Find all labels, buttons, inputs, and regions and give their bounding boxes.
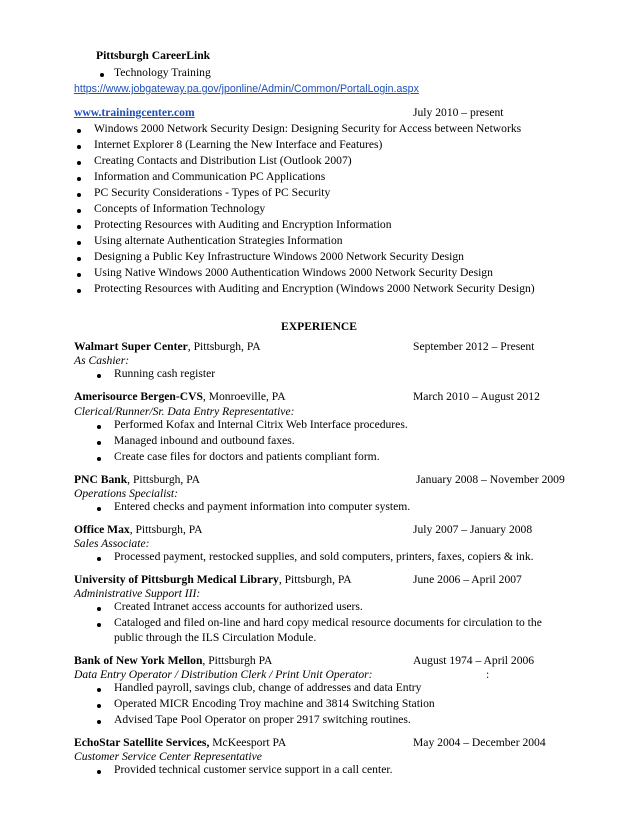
bullet-icon bbox=[97, 623, 101, 627]
careerlink-heading: Pittsburgh CareerLink bbox=[96, 49, 211, 62]
bullet-icon bbox=[77, 161, 81, 165]
job-bullet: Performed Kofax and Internal Citrix Web Interface procedures. bbox=[114, 418, 408, 431]
job-location: , Pittsburgh, PA bbox=[129, 523, 203, 536]
training-item: Protecting Resources with Auditing and Encryption (Windows 2000 Network Security Design) bbox=[94, 282, 535, 295]
job-location: , Pittsburgh, PA bbox=[278, 573, 352, 586]
job-dates: March 2010 – August 2012 bbox=[413, 390, 540, 403]
job-role: As Cashier: bbox=[74, 354, 130, 367]
job-employer: Bank of New York Mellon bbox=[74, 654, 203, 667]
job-employer: PNC Bank bbox=[74, 473, 128, 486]
bullet-icon bbox=[77, 257, 81, 261]
bullet-icon bbox=[97, 507, 101, 511]
job-dates: September 2012 – Present bbox=[413, 340, 535, 353]
bullet-icon bbox=[97, 374, 101, 378]
job-role: Data Entry Operator / Distribution Clerk / Print Unit Operator: bbox=[74, 668, 373, 681]
job-bullet: Running cash register bbox=[114, 367, 216, 380]
bullet-icon bbox=[77, 289, 81, 293]
bullet-icon bbox=[77, 209, 81, 213]
job-role: Customer Service Center Representative bbox=[74, 750, 262, 763]
job-location: , Monroeville, PA bbox=[202, 390, 286, 403]
training-item: Concepts of Information Technology bbox=[94, 202, 266, 215]
training-dates: July 2010 – present bbox=[413, 106, 504, 119]
job-bullet: Advised Tape Pool Operator on proper 2917 switching routines. bbox=[114, 713, 411, 726]
job-header bbox=[74, 473, 200, 487]
job-role-suffix: : bbox=[486, 668, 490, 681]
job-header bbox=[74, 523, 203, 537]
job-bullet: Cataloged and filed on-line and hard copy medical resource documents for circulation to the bbox=[114, 616, 542, 629]
bullet-icon bbox=[97, 557, 101, 561]
training-item: Information and Communication PC Applications bbox=[94, 170, 326, 183]
job-role: Clerical/Runner/Sr. Data Entry Representative: bbox=[74, 405, 295, 418]
bullet-icon bbox=[97, 704, 101, 708]
bullet-icon bbox=[97, 607, 101, 611]
training-item: Designing a Public Key Infrastructure Windows 2000 Network Security Design bbox=[94, 250, 464, 263]
job-employer: University of Pittsburgh Medical Library bbox=[74, 573, 279, 586]
job-role: Operations Specialist: bbox=[74, 487, 179, 500]
job-employer: Office Max bbox=[74, 523, 130, 536]
training-site-link[interactable]: www.trainingcenter.com bbox=[74, 106, 195, 119]
training-item: Protecting Resources with Auditing and Encryption Information bbox=[94, 218, 392, 231]
job-employer: Walmart Super Center bbox=[74, 340, 188, 353]
bullet-icon bbox=[97, 425, 101, 429]
job-dates: July 2007 – January 2008 bbox=[413, 523, 533, 536]
job-bullet: Provided technical customer service support in a call center. bbox=[114, 763, 393, 776]
bullet-icon bbox=[97, 720, 101, 724]
bullet-icon bbox=[97, 770, 101, 774]
training-item: Windows 2000 Network Security Design: Designing Security for Access between Networks bbox=[94, 122, 522, 135]
bullet-icon bbox=[97, 441, 101, 445]
job-employer: EchoStar Satellite Services, bbox=[74, 736, 210, 749]
training-item: PC Security Considerations - Types of PC Security bbox=[94, 186, 331, 199]
job-location: , Pittsburgh, PA bbox=[187, 340, 261, 353]
job-location: McKeesport PA bbox=[209, 736, 287, 749]
bullet-icon bbox=[77, 241, 81, 245]
careerlink-url-link[interactable]: https://www.jobgateway.pa.gov/jponline/Admin/Common/PortalLogin.aspx bbox=[74, 83, 419, 95]
job-bullet: Processed payment, restocked supplies, and sold computers, printers, faxes, copiers & ink. bbox=[114, 550, 534, 563]
bullet-icon bbox=[77, 225, 81, 229]
job-employer: Amerisource Bergen-CVS bbox=[74, 390, 203, 403]
training-item: Internet Explorer 8 (Learning the New Interface and Features) bbox=[94, 138, 383, 151]
job-dates: August 1974 – April 2006 bbox=[413, 654, 535, 667]
training-item: Using Native Windows 2000 Authentication Windows 2000 Network Security Design bbox=[94, 266, 493, 279]
job-dates: June 2006 – April 2007 bbox=[413, 573, 522, 586]
bullet-icon bbox=[100, 73, 104, 77]
job-header bbox=[74, 736, 286, 750]
bullet-icon bbox=[77, 145, 81, 149]
job-bullet: Handled payroll, savings club, change of addresses and data Entry bbox=[114, 681, 422, 694]
bullet-icon bbox=[97, 457, 101, 461]
bullet-icon bbox=[77, 193, 81, 197]
job-header bbox=[74, 654, 272, 668]
job-header bbox=[74, 340, 261, 354]
job-dates: January 2008 – November 2009 bbox=[416, 473, 565, 486]
bullet-icon bbox=[77, 129, 81, 133]
training-item: Creating Contacts and Distribution List (Outlook 2007) bbox=[94, 154, 352, 167]
job-bullet: Create case files for doctors and patients compliant form. bbox=[114, 450, 380, 463]
job-bullet: Created Intranet access accounts for authorized users. bbox=[114, 600, 363, 613]
job-location: , Pittsburgh, PA bbox=[127, 473, 200, 486]
job-location: , Pittsburgh PA bbox=[202, 654, 273, 667]
job-bullet: Managed inbound and outbound faxes. bbox=[114, 434, 295, 447]
job-header bbox=[74, 390, 286, 404]
experience-heading: EXPERIENCE bbox=[281, 320, 358, 333]
bullet-icon bbox=[77, 177, 81, 181]
training-item: Using alternate Authentication Strategies Information bbox=[94, 234, 343, 247]
job-bullet: Operated MICR Encoding Troy machine and 3814 Switching Station bbox=[114, 697, 435, 710]
job-header bbox=[74, 573, 352, 587]
job-role: Administrative Support III: bbox=[74, 587, 201, 600]
job-bullet-continuation: public through the ILS Circulation Module. bbox=[114, 631, 317, 644]
bullet-icon bbox=[77, 273, 81, 277]
job-bullet: Entered checks and payment information into computer system. bbox=[114, 500, 411, 513]
careerlink-bullet: Technology Training bbox=[114, 66, 211, 79]
job-role: Sales Associate: bbox=[74, 537, 150, 550]
bullet-icon bbox=[97, 688, 101, 692]
job-dates: May 2004 – December 2004 bbox=[413, 736, 546, 749]
